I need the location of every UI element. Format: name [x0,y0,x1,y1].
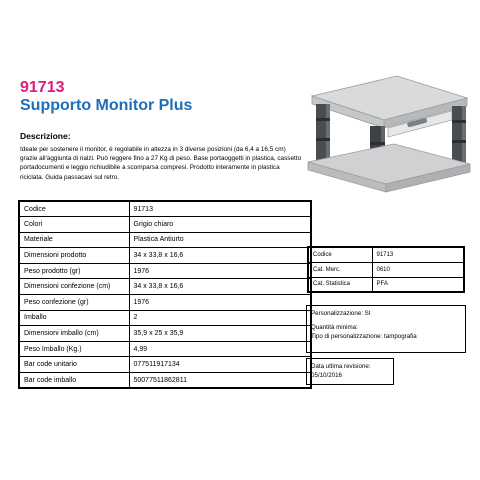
revision-date: 05/10/2016 [311,372,342,379]
specifications-table [18,200,312,389]
table-row: Codice 91713 [308,247,464,262]
description-heading: Descrizione: [20,131,71,141]
table-row: Dimensioni prodotto 34 x 33,8 x 16,6 [19,248,311,264]
product-code: 91713 [20,79,65,96]
table-row: Materiale Plastica Antiurto [19,232,311,248]
personalization-box [306,305,466,353]
table-row: Peso prodotto (gr) 1976 [19,263,311,279]
minimum-quantity: Quantità minima: [311,324,358,331]
table-row: Peso Imballo (Kg.) 4,99 [19,341,311,357]
revision-label: Data ultima revisione: [311,363,371,370]
table-row: Cat. Statistica PFA [308,277,464,292]
personalization-type: Tipo di personalizzazione: tampografia [311,333,417,340]
table-row: Dimensioni imballo (cm) 35,9 x 25 x 35,9 [19,326,311,342]
product-title: Supporto Monitor Plus [20,97,193,114]
description-text: Ideale per sostenere il monitor, è regolabile in altezza in 3 diverse posizioni (da 6,4 a 16,5 cm) grazie all'aggiunta di rialzi. Può reggere fino a 27 Kg di peso. Base portaoggetti in plastica, cassetto portadocumenti e leggio richiudibile a scomparsa compresi. Prodotto interamente in plastica riciclata. Guida passacavi sul retro. [20,146,302,181]
table-row: Cat. Merc. 0610 [308,262,464,277]
table-row: Imballo 2 [19,310,311,326]
table-row: Peso confezione (gr) 1976 [19,295,311,311]
category-table [307,246,465,293]
table-row: Dimensioni confezione (cm) 34 x 33,8 x 16,6 [19,279,311,295]
revision-box [306,358,394,385]
table-row: Bar code unitario 077511917134 [19,357,311,373]
personalization-flag: Personalizzazione: SI [311,310,371,317]
product-image [302,58,472,208]
table-row: Colori Grigio chiaro [19,217,311,233]
table-row: Codice 91713 [19,201,311,217]
table-row: Bar code imballo 50077511862811 [19,373,311,389]
